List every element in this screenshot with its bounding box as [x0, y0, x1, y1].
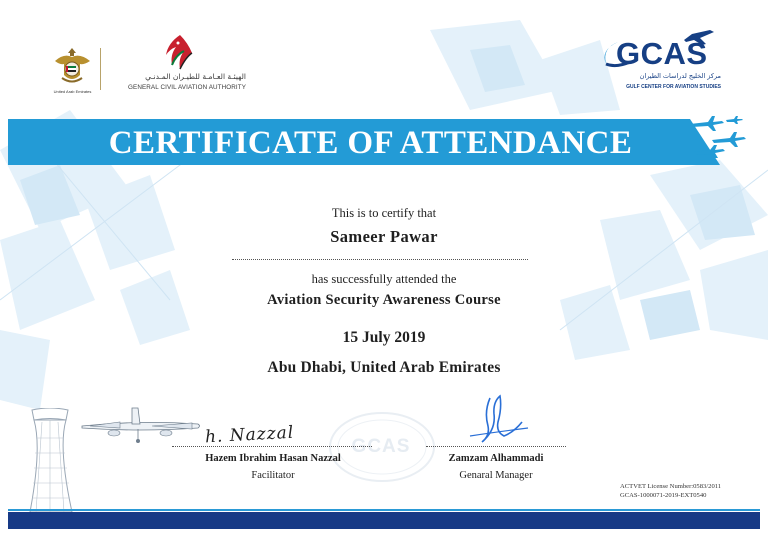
course-location: Abu Dhabi, United Arab Emirates	[267, 359, 501, 376]
recipient-underline	[232, 259, 528, 260]
facilitator-role: Facilitator	[251, 470, 295, 481]
facilitator-signature: h. Nazzal	[204, 422, 295, 448]
uae-emblem-caption: United Arab Emirates	[53, 89, 92, 94]
footer-accent-line	[8, 509, 760, 511]
general-manager-signature-icon	[456, 392, 532, 448]
gcas-name-english: GULF CENTER FOR AVIATION STUDIES	[626, 84, 721, 90]
gcaa-name-english: GENERAL CIVIL AVIATION AUTHORITY	[128, 84, 246, 91]
logo-divider	[100, 48, 101, 90]
license-number: ACTVET License Number:0583/2011	[620, 483, 722, 490]
manager-signature-line	[426, 446, 566, 447]
recipient-name: Sameer Pawar	[330, 227, 438, 246]
control-tower-illustration-icon	[22, 408, 80, 512]
manager-name: Zamzam Alhammadi	[448, 453, 544, 464]
certificate-reference: GCAS-1000071-2019-EXT0540	[620, 492, 707, 499]
uae-emblem-icon	[50, 45, 95, 89]
gcaa-name-arabic: الهيئـة العـامـة للطيـران المـدنـي	[145, 72, 246, 81]
gcaa-falcon-logo-icon	[160, 33, 194, 71]
course-date: 15 July 2019	[342, 329, 426, 346]
gcas-name-arabic: مركز الخليج لدراسات الطيران	[639, 72, 721, 80]
course-name: Aviation Security Awareness Course	[267, 292, 501, 308]
attended-text: has successfully attended the	[311, 272, 457, 286]
manager-role: Genaral Manager	[459, 470, 533, 481]
facilitator-name: Hazem Ibrahim Hasan Nazzal	[205, 453, 341, 464]
airplane-illustration-icon	[80, 402, 202, 444]
certify-intro-text: This is to certify that	[331, 206, 437, 220]
facilitator-signature-line	[172, 446, 372, 447]
gcas-watermark: GCAS	[351, 436, 411, 457]
footer-bar	[8, 512, 760, 529]
gcas-wordmark: GCAS	[616, 36, 708, 71]
certificate-title: CERTIFICATE OF ATTENDANCE	[108, 125, 633, 161]
